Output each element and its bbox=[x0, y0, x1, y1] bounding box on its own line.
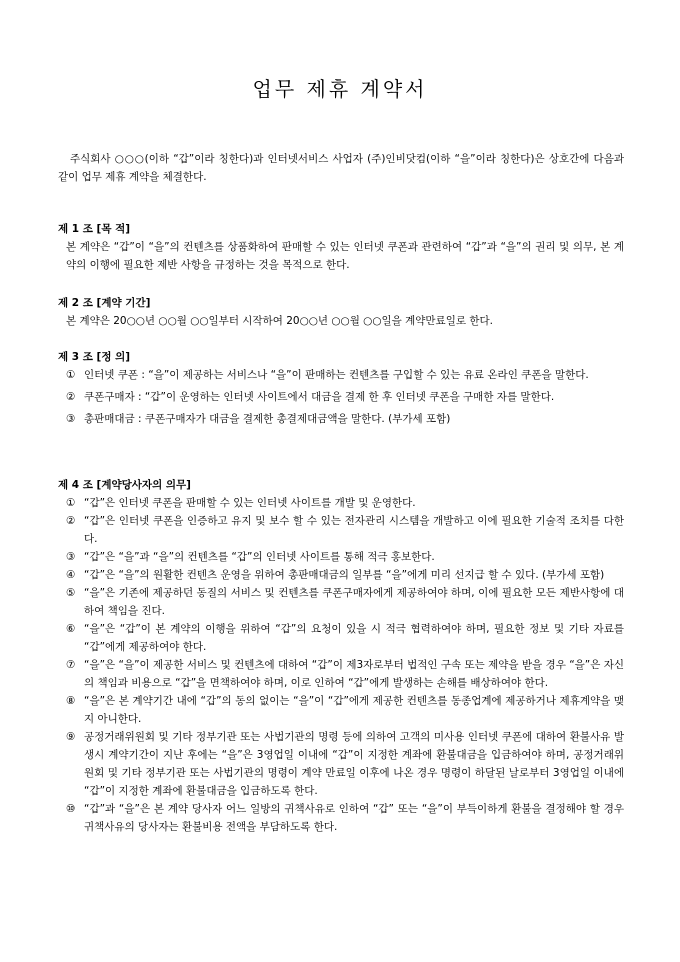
article-1 bbox=[58, 220, 624, 274]
item-text: 총판매대금 : 쿠폰구매자가 대금을 결제한 총결제대금액을 말한다. (부가세 포함) bbox=[84, 413, 451, 425]
article-1-title: 제 1 조 [목 적] bbox=[58, 223, 131, 235]
duty-item bbox=[58, 620, 624, 656]
article-1-text: 본 계약은 “갑”이 “을”의 컨텐츠를 상품화하여 판매할 수 있는 인터넷 쿠폰과 관련하여 “갑”과 “을”의 권리 및 의무, 본 계약의 이행에 필요한 제반 사항을 규정하는 것을 목적으로 한다. bbox=[66, 241, 624, 271]
item-text: “갑”은 인터넷 쿠폰을 인증하고 유지 및 보수 할 수 있는 전자관리 시스템을 개발하고 이에 필요한 기술적 조치를 다한다. bbox=[84, 515, 624, 545]
item-text: “을”은 “을”이 제공한 서비스 및 컨텐츠에 대하여 “갑”이 제3자로부터 법적인 구속 또는 제약을 받을 경우 “을”은 자신의 책임과 비용으로 “갑”을 면책하여야 하며, 이로 인하여 “갑”에게 발생하는 손해를 배상하여야 한다. bbox=[84, 659, 624, 689]
duty-item bbox=[58, 800, 624, 836]
item-text: “갑”은 “을”과 “을”의 컨텐츠를 “갑”의 인터넷 사이트를 통해 적극 홍보한다. bbox=[84, 551, 435, 563]
item-number: ① bbox=[66, 497, 76, 509]
article-2 bbox=[58, 294, 624, 330]
item-text: 인터넷 쿠폰 : “을”이 제공하는 서비스나 “을”이 판매하는 컨텐츠를 구입할 수 있는 유료 온라인 쿠폰을 말한다. bbox=[84, 369, 589, 381]
article-2-title: 제 2 조 [계약 기간] bbox=[58, 297, 151, 309]
item-text: 쿠폰구매자 : “갑”이 운영하는 인터넷 사이트에서 대금을 결제 한 후 인터넷 쿠폰을 구매한 자를 말한다. bbox=[84, 391, 555, 403]
item-text: “을”은 기존에 제공하던 동질의 서비스 및 컨텐츠를 쿠폰구매자에게 제공하여야 하며, 이에 필요한 모든 제반사항에 대하여 책임을 진다. bbox=[84, 587, 624, 617]
duty-item bbox=[58, 512, 624, 548]
item-text: “갑”은 “을”의 원활한 컨텐츠 운영을 위하여 총판매대금의 일부를 “을”에게 미리 선지급 할 수 있다. (부가세 포함) bbox=[84, 569, 605, 581]
item-text: 공정거래위원회 및 기타 정부기관 또는 사법기관의 명령 등에 의하여 고객의 미사용 인터넷 쿠폰에 대하여 환불사유 발생시 계약기간이 지난 후에는 “을”은 3영업일 이내에 “갑”이 지정한 계좌에 환불대금을 입금하여야 하며, 공정거래위원회 및 기타 정부기관 또는 사법기관의 명령이 계약 만료일 이후에 나온 경우 명령이 하달된 날로부터 3영업일 이내에 “갑”이 지정한 계좌에 환불대금을 입금하도록 한다. bbox=[84, 731, 624, 797]
item-number: ⑥ bbox=[66, 623, 76, 635]
definition-item bbox=[58, 410, 624, 428]
item-number: ② bbox=[66, 515, 76, 527]
item-text: “갑”과 “을”은 본 계약 당사자 어느 일방의 귀책사유로 인하여 “갑” 또는 “을”이 부득이하게 환불을 결정해야 할 경우 귀책사유의 당사자는 환불비용 전액을 부담하도록 한다. bbox=[84, 803, 624, 833]
item-number: ③ bbox=[66, 551, 76, 563]
item-text: “을”은 본 계약기간 내에 “갑”의 동의 없이는 “을”이 “갑”에게 제공한 컨텐츠를 동종업계에 제공하거나 제휴계약을 맺지 아니한다. bbox=[84, 695, 624, 725]
item-number: ④ bbox=[66, 569, 76, 581]
duty-item bbox=[58, 584, 624, 620]
duty-item bbox=[58, 692, 624, 728]
item-number: ② bbox=[66, 391, 76, 403]
article-3 bbox=[58, 348, 624, 428]
item-number: ③ bbox=[66, 413, 76, 425]
duty-item bbox=[58, 494, 624, 512]
article-4 bbox=[58, 476, 624, 836]
article-4-title: 제 4 조 [계약당사자의 의무] bbox=[58, 479, 191, 491]
item-number: ① bbox=[66, 369, 76, 381]
article-3-title: 제 3 조 [정 의] bbox=[58, 351, 131, 363]
item-number: ⑩ bbox=[66, 803, 76, 815]
item-number: ⑧ bbox=[66, 695, 76, 707]
duty-item bbox=[58, 728, 624, 800]
item-text: “을”은 “갑”이 본 계약의 이행을 위하여 “갑”의 요청이 있을 시 적극 협력하여야 하며, 필요한 정보 및 기타 자료를 “갑”에게 제공하여야 한다. bbox=[84, 623, 624, 653]
item-number: ⑤ bbox=[66, 587, 76, 599]
duty-item bbox=[58, 548, 624, 566]
item-text: “갑”은 인터넷 쿠폰을 판매할 수 있는 인터넷 사이트를 개발 및 운영한다. bbox=[84, 497, 416, 509]
definition-item bbox=[58, 388, 624, 406]
intro-paragraph: 주식회사 ○○○(이하 “갑”이라 칭한다)과 인터넷서비스 사업자 (주)인비닷컴(이하 “을”이라 칭한다)은 상호간에 다음과 같이 업무 제휴 계약을 체결한다. bbox=[58, 153, 624, 183]
duty-item bbox=[58, 656, 624, 692]
item-number: ⑦ bbox=[66, 659, 76, 671]
article-2-text: 본 계약은 20○○년 ○○월 ○○일부터 시작하여 20○○년 ○○월 ○○일을 계약만료일로 한다. bbox=[66, 315, 493, 327]
definition-item bbox=[58, 366, 624, 384]
duty-item bbox=[58, 566, 624, 584]
document-title: 업무 제휴 계약서 bbox=[252, 77, 428, 101]
item-number: ⑨ bbox=[66, 731, 76, 743]
